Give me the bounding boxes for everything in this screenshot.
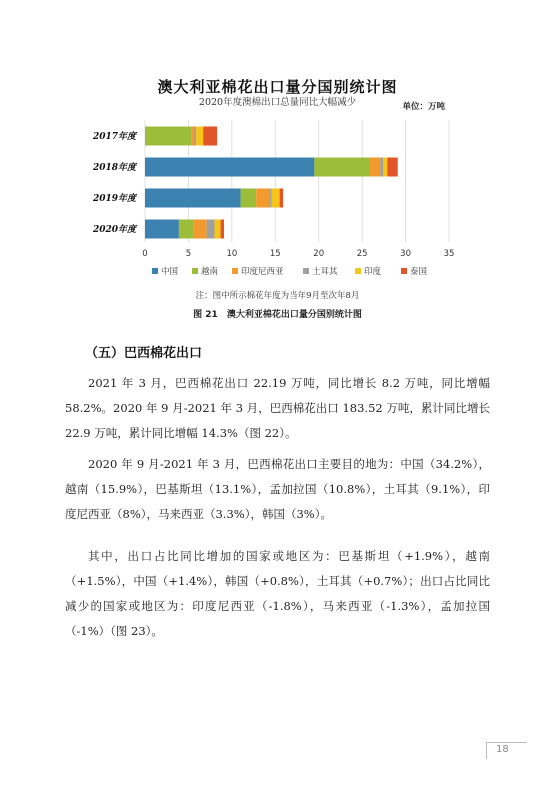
bar-segment xyxy=(194,220,207,239)
bar-segment xyxy=(380,158,383,177)
x-tick-label: 30 xyxy=(400,249,411,259)
bar-segment xyxy=(192,127,195,146)
bar-segment xyxy=(195,127,197,146)
paragraph: 其中，出口占比同比增加的国家或地区为：巴基斯坦（+1.9%），越南（+1.5%），中国（+1.4%），韩国（+0.8%），土耳其（+0.7%）；出口占比同比减少的国家或地区为：印度尼西亚（-1.8%），马来西亚（-1.3%），孟加拉国（-1%）（图 23）。 xyxy=(65,549,490,638)
legend-swatch xyxy=(152,268,158,274)
section-heading: （五）巴西棉花出口 xyxy=(85,346,203,361)
legend-label: 越南 xyxy=(201,267,219,277)
stacked-bar-chart xyxy=(0,0,555,290)
bar-segment xyxy=(387,158,397,177)
chart-note: 注：图中所示棉花年度为当年9月至次年8月 xyxy=(195,291,360,301)
bar-segment xyxy=(196,127,203,146)
bar-segment xyxy=(314,158,370,177)
x-tick-label: 0 xyxy=(142,249,148,259)
legend-label: 印度 xyxy=(364,267,382,277)
bar-segment xyxy=(241,189,257,208)
y-tick-label: 2017年度 xyxy=(92,132,136,142)
page-number: 18 xyxy=(496,744,509,755)
legend-label: 中国 xyxy=(161,267,179,277)
bar-segment xyxy=(179,220,194,239)
legend-swatch xyxy=(192,268,198,274)
paragraph: 2020 年 9 月-2021 年 3 月，巴西棉花出口主要目的地为：中国（34.2%），越南（15.9%），巴基斯坦（13.1%），孟加拉国（10.8%），土耳其（9.1%），印度尼西亚（8%），马来西亚（3.3%），韩国（3%）。 xyxy=(65,457,490,521)
legend-swatch xyxy=(355,268,361,274)
bar-segment xyxy=(272,189,280,208)
figure-caption: 图 21 澳大利亚棉花出口量分国别统计图 xyxy=(193,310,362,320)
bar-segment xyxy=(145,220,179,239)
bar-segment xyxy=(370,158,380,177)
bar-segment xyxy=(207,220,215,239)
bar-segment xyxy=(145,127,192,146)
legend-label: 印度尼西亚 xyxy=(241,267,284,277)
bar-segment xyxy=(383,158,387,177)
x-tick-label: 10 xyxy=(226,249,238,259)
chart-subtitle: 2020年度澳棉出口总量同比大幅减少 xyxy=(198,97,357,108)
legend-label: 泰国 xyxy=(410,267,428,277)
x-tick-label: 15 xyxy=(269,249,281,259)
x-tick-label: 20 xyxy=(313,249,325,259)
legend-label: 土耳其 xyxy=(312,267,338,277)
bar-segment xyxy=(145,189,241,208)
x-tick-label: 35 xyxy=(443,249,455,259)
paragraph: 2021 年 3 月，巴西棉花出口 22.19 万吨，同比增长 8.2 万吨，同比增幅 58.2%。2020 年 9 月-2021 年 3 月，巴西棉花出口 183.52 万吨，累计同比增长 22.9 万吨，累计同比增幅 14.3%（图 22）。 xyxy=(65,376,490,440)
y-tick-label: 2019年度 xyxy=(92,194,136,204)
legend-swatch xyxy=(232,268,238,274)
x-tick-label: 5 xyxy=(185,249,192,259)
chart-title: 澳大利亚棉花出口量分国别统计图 xyxy=(157,78,398,96)
y-tick-label: 2018年度 xyxy=(92,163,136,173)
bar-segment xyxy=(256,189,270,208)
bar-segment xyxy=(270,189,272,208)
bar-segment xyxy=(203,127,217,146)
bar-segment xyxy=(221,220,224,239)
legend-swatch xyxy=(303,268,309,274)
y-tick-label: 2020年度 xyxy=(92,225,136,235)
bar-segment xyxy=(214,220,220,239)
bar-segment xyxy=(145,158,314,177)
legend-swatch xyxy=(401,268,407,274)
chart-unit-label: 单位：万吨 xyxy=(402,102,445,112)
bar-segment xyxy=(280,189,283,208)
x-tick-label: 25 xyxy=(356,249,368,259)
